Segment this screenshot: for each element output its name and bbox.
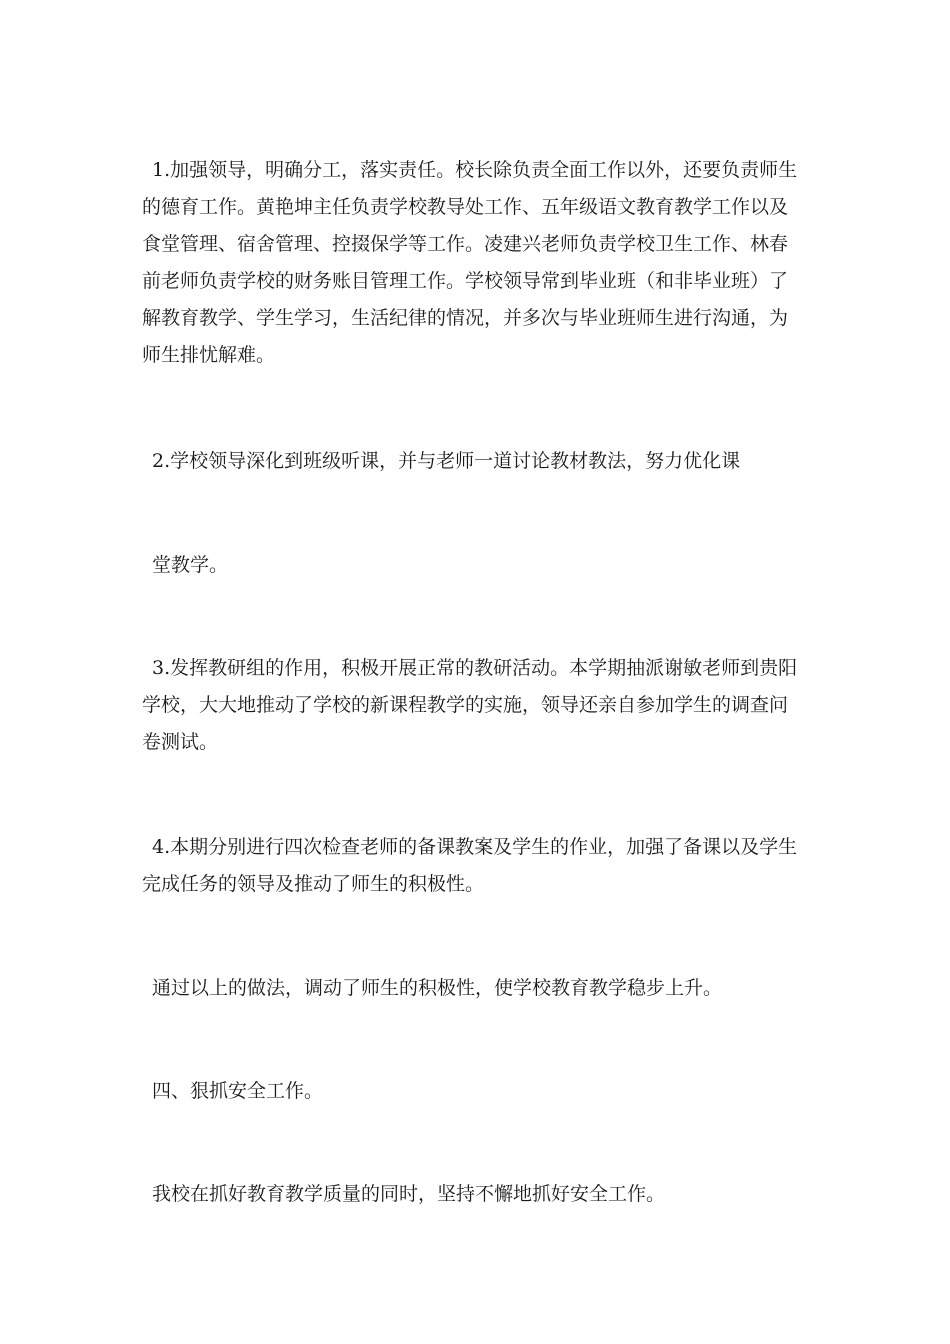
text-line: 通过以上的做法，调动了师生的积极性，使学校教育教学稳步上升。 <box>152 977 723 999</box>
text-line: 3.发挥教研组的作用，积极开展正常的教研活动。本学期抽派谢敏老师到贵阳 <box>152 657 798 679</box>
section-heading <box>142 1073 812 1110</box>
paragraph-3 <box>142 650 812 761</box>
text-line: 解教育教学、学生学习，生活纪律的情况，并多次与毕业班师生进行沟通，为 <box>142 307 789 329</box>
text-line: 师生排忧解难。 <box>142 344 276 366</box>
heading-text: 四、狠抓安全工作。 <box>152 1080 324 1102</box>
text-line: 我校在抓好教育教学质量的同时，坚持不懈地抓好安全工作。 <box>152 1183 666 1205</box>
paragraph-safety <box>142 1176 812 1213</box>
text-line: 的德育工作。黄艳坤主任负责学校教导处工作、五年级语文教育教学工作以及 <box>142 196 789 218</box>
text-line: 学校，大大地推动了学校的新课程教学的实施，领导还亲自参加学生的调查问 <box>142 694 789 716</box>
text-line: 2.学校领导深化到班级听课，并与老师一道讨论教材教法，努力优化课 <box>152 450 741 472</box>
paragraph-summary <box>142 970 812 1007</box>
text-line: 完成任务的领导及推动了师生的积极性。 <box>142 873 485 895</box>
text-line: 前老师负责学校的财务账目管理工作。学校领导常到毕业班（和非毕业班）了 <box>142 270 789 292</box>
text-line: 卷测试。 <box>142 731 219 753</box>
paragraph-1 <box>142 152 812 374</box>
paragraph-2-continued <box>142 547 812 584</box>
text-line: 堂教学。 <box>152 554 229 576</box>
paragraph-4 <box>142 829 812 903</box>
paragraph-2 <box>142 443 812 480</box>
text-line: 食堂管理、宿舍管理、控掇保学等工作。凌建兴老师负责学校卫生工作、林春 <box>142 233 789 255</box>
text-line: 1.加强领导，明确分工，落实责任。校长除负责全面工作以外，还要负责师生 <box>152 159 798 181</box>
text-line: 4.本期分别进行四次检查老师的备课教案及学生的作业，加强了备课以及学生 <box>152 836 798 858</box>
